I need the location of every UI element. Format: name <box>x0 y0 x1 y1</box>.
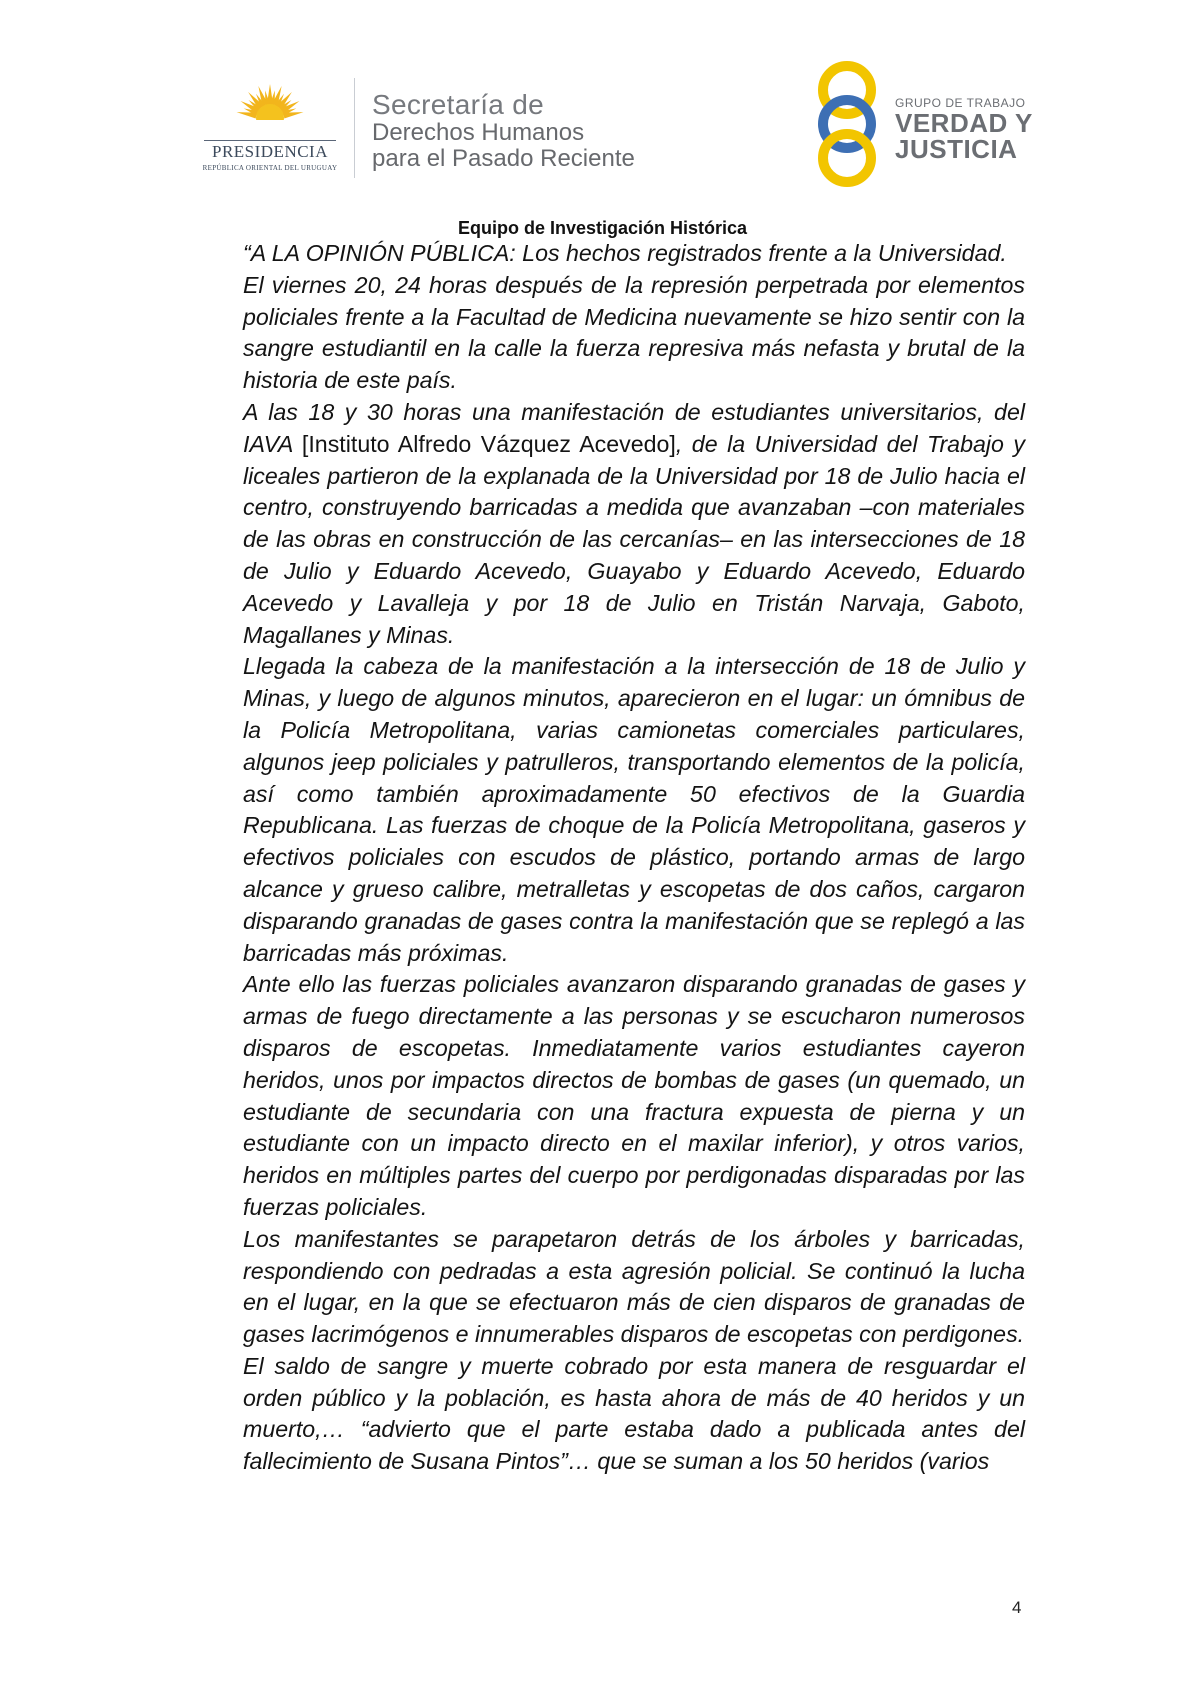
secretaria-line2: Derechos Humanos <box>372 119 585 146</box>
paragraph-1: “A LA OPINIÓN PÚBLICA: Los hechos registrados frente a la Universidad. <box>243 240 1007 266</box>
page-header <box>0 0 1191 210</box>
presidencia-divider <box>204 140 336 141</box>
page-number: 4 <box>1012 1598 1022 1617</box>
paragraph-5: Ante ello las fuerzas policiales avanzaron disparando granadas de gases y armas de fuego directamente a las personas y se escucharon numerosos disparos de escopetas. Inmediatamente varios estudiantes cayeron heridos, unos por impactos directos de bombas de gases (un quemado, un estudiante de secundaria con una fractura expuesta de pierna y un estudiante con un impacto directo en el maxilar inferior), y otros varios, heridos en múltiples partes del cuerpo por perdigonadas disparadas por las fuerzas policiales. <box>243 971 1025 1220</box>
editorial-insertion: [Instituto Alfredo Vázquez Acevedo] <box>301 430 676 457</box>
document-body <box>243 238 1025 1478</box>
secretaria-wordmark <box>372 90 712 172</box>
paragraph-6: Los manifestantes se parapetaron detrás de los árboles y barricadas, respondiendo con pedradas a esta agresión policial. Se continuó la lucha en el lugar, en la que se efectuaron más de cien disparos de granadas de gases lacrimógenos e innumerables disparos de escopetas con perdigones. <box>243 1225 1025 1348</box>
gtvj-line1: VERDAD Y <box>895 108 1033 138</box>
paragraph-7: El saldo de sangre y muerte cobrado por esta manera de resguardar el orden público y la población, es hasta ahora de más de 40 heridos y un muerto,… “advierto que el parte estaba dado a publicada antes del fallecimiento de Susana Pintos”… que se suman a los 50 heridos (varios <box>243 1352 1025 1475</box>
presidencia-logo <box>196 82 344 182</box>
interlocked-rings-icon <box>805 60 889 188</box>
paragraph-3-start: A las 18 y 30 horas una manifestación de estudiantes universitarios, del IAVA <box>243 398 1025 457</box>
presidencia-name: PRESIDENCIA <box>211 142 328 161</box>
gtvj-small-label: GRUPO DE TRABAJO <box>895 96 1026 110</box>
team-title: Equipo de Investigación Histórica <box>457 218 748 238</box>
paragraph-4: Llegada la cabeza de la manifestación a la intersección de 18 de Julio y Minas, y luego de algunos minutos, aparecieron en el lugar: un ómnibus de la Policía Metropolitana, varias camionetas comerciales particulares, algunos jeep policiales y patrulleros, transportando elementos de la policía, así como también aproximadamente 50 efectivos de la Guardia Republicana. Las fuerzas de choque de la Policía Metropolitana, gaseros y efectivos policiales con escudos de plástico, portando armas de largo alcance y grueso calibre, metralletas y escopetas de dos caños, cargaron disparando granadas de gases contra la manifestación que se replegó a las barricadas más próximas. <box>243 653 1025 966</box>
header-divider <box>354 78 355 178</box>
sun-icon <box>196 82 344 142</box>
paragraph-2: El viernes 20, 24 horas después de la represión perpetrada por elementos policiales frente a la Facultad de Medicina nuevamente se hizo sentir con la sangre estudiantil en la calle la fuerza represiva más nefasta y brutal de la historia de este país. <box>243 271 1025 394</box>
gtvj-wordmark <box>895 96 1105 162</box>
presidencia-subtitle: REPÚBLICA ORIENTAL DEL URUGUAY <box>202 164 338 172</box>
secretaria-line1: Secretaría de <box>372 89 544 120</box>
paragraph-3-end: , de la Universidad del Trabajo y liceales partieron de la explanada de la Universidad por 18 de Julio hacia el centro, construyendo barricadas a medida que avanzaban –con materiales de las obras en construcción de las cercanías– en las intersecciones de 18 de Julio y Eduardo Acevedo, Guayabo y Eduardo Acevedo, Eduardo Acevedo y Lavalleja y por 18 de Julio en Tristán Narvaja, Gaboto, Magallanes y Minas. <box>243 430 1025 648</box>
paragraph-3 <box>243 397 1025 651</box>
gtvj-line2: JUSTICIA <box>895 134 1018 164</box>
secretaria-line3: para el Pasado Reciente <box>372 145 635 172</box>
